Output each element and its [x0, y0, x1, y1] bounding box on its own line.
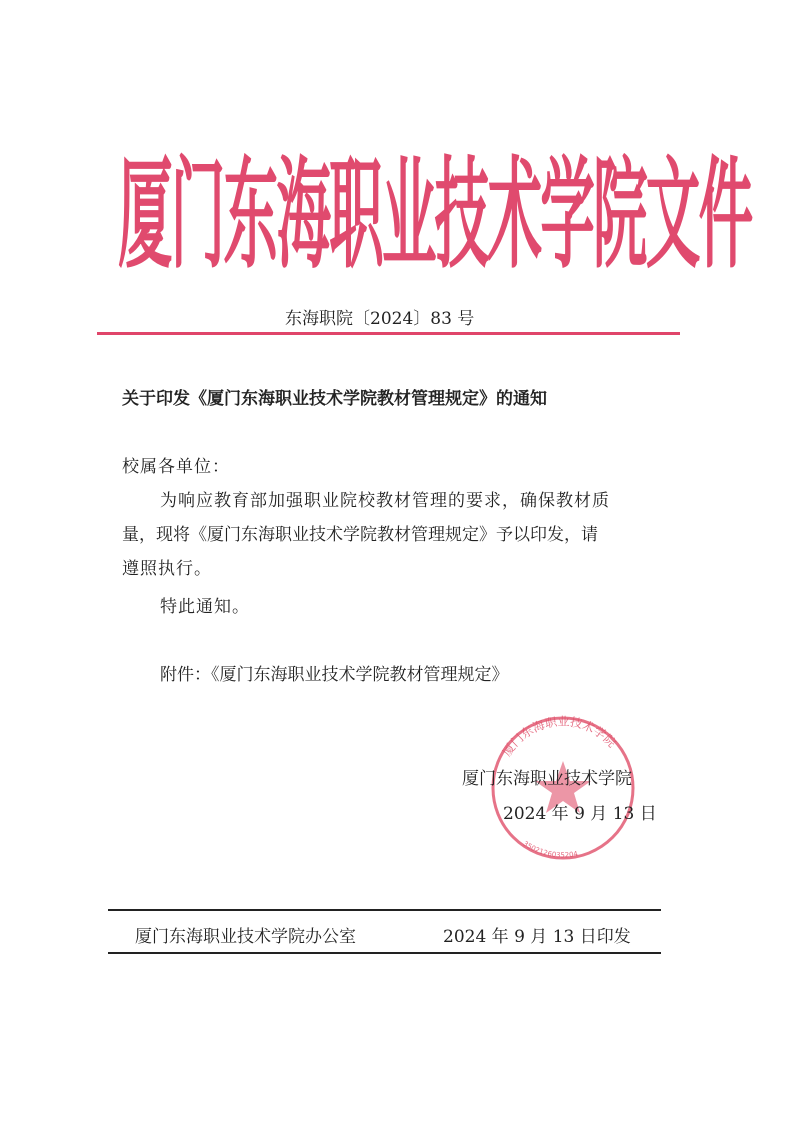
footer-bottom-line: [108, 952, 661, 954]
seal-code: 3502126035204: [521, 839, 579, 860]
closing: 特此通知。: [160, 597, 250, 617]
document-number: 东海职院〔2024〕83 号: [285, 309, 475, 329]
paragraph-line: 遵照执行。: [122, 559, 212, 579]
red-divider: [97, 332, 680, 335]
signature-org: 厦门东海职业技术学院: [462, 769, 632, 789]
footer-top-line: [108, 909, 661, 911]
signature-date: 2024 年 9 月 13 日: [503, 804, 657, 824]
footer-office: 厦门东海职业技术学院办公室: [135, 927, 356, 947]
salutation: 校属各单位：: [122, 457, 230, 477]
attachment: 附件：《厦门东海职业技术学院教材管理规定》: [160, 665, 509, 685]
paragraph-line: 为响应教育部加强职业院校教材管理的要求，确保教材质: [160, 491, 610, 511]
footer-issued-date: 2024 年 9 月 13 日印发: [443, 927, 631, 947]
paragraph-line: 量，现将《厦门东海职业技术学院教材管理规定》予以印发，请: [122, 525, 598, 545]
masthead: 厦门东海职业技术学院文件: [118, 146, 752, 286]
notice-title: 关于印发《厦门东海职业技术学院教材管理规定》的通知: [122, 389, 547, 409]
seal-text: 厦门东海职业技术学院: [499, 714, 619, 759]
